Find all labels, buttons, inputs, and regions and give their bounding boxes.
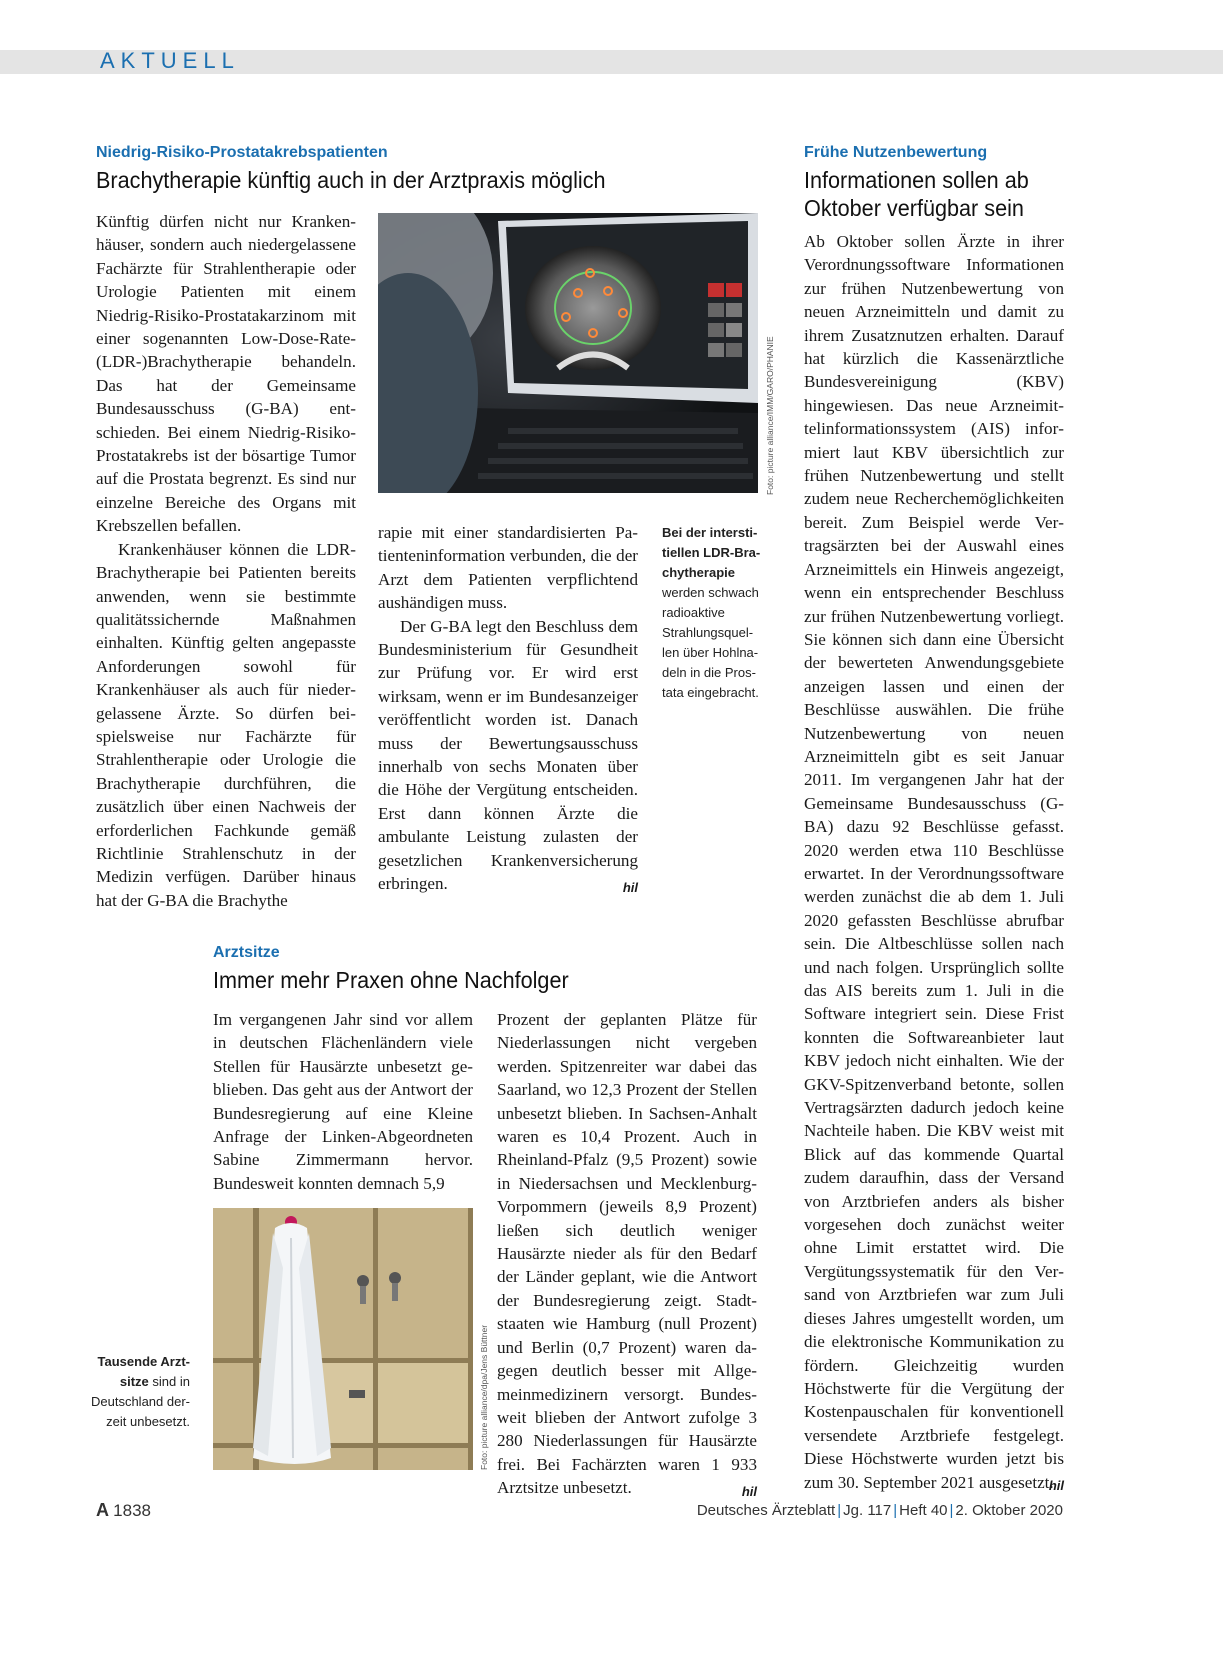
article1-paragraph-4: Der G-BA legt den Beschluss dem Bundesministerium für Gesundheit zur Prüfung vor. Er wird erst wirksam, wenn er im Bundesanzeiger veröffentlicht worden ist. Danach muss der Bewertungsausschuss innerhalb von sechs Monaten über die Höhe der Vergütung entscheiden. Erst dann können Ärzte die ambulante Leistung zulasten der gesetzlichen Krankenversicherung erbringen.	[378, 616, 638, 894]
page-number-value: 1838	[113, 1501, 151, 1520]
article3-photo-credit: Foto: picture alliance/dpa/Jens Büttner	[479, 1324, 489, 1470]
lab-coat-image	[213, 1208, 473, 1470]
article1-column-1	[96, 210, 356, 912]
article1-caption	[662, 523, 762, 703]
brachytherapy-photo	[378, 213, 758, 493]
article3-paragraph-1: Im vergangenen Jahr sind vor allem in deutschen Flächenländern viele Stellen für Hausärzte unbesetzt geblieben. Das geht aus der Antwort der Bundesregierung auf eine Kleine Anfrage der Linken-Abgeordneten Sabine Zimmermann hervor. Bundesweit konnten demnach 5,9	[213, 1010, 473, 1193]
article3-column-2	[497, 1008, 757, 1503]
article2-body: Ab Oktober sollen Ärzte in ihrer Verordnungssoftware Informationen zur frühen Nutzenbewertung von neuen Arzneimitteln und damit zu ihrem Zusatznutzen erhalten. Darauf hat kürzlich die Kassenärztliche Bundesvereinigung (KBV) hingewiesen. Das neue Arzneimittelinformationssystem (AIS) informiert laut KBV übersichtlich zur frühen Nutzenbewertung und stellt zudem neue Recherchemöglichkeiten bereit. Zum Beispiel werde Vertragsärzten bei der Auswahl eines Arzneimittels ein Hinweis angezeigt, wenn ein entsprechender Beschluss zur frühen Nutzenbewertung vorliegt. Sie können sich dann eine Übersicht der bewerteten Anwendungsgebiete anzeigen lassen und einen der Beschlüsse auswählen. Die frühe Nutzenbewertung von neuen Arzneimitteln gibt es seit Januar 2011. Im vergangenen Jahr hat der Gemeinsame Bundesausschuss (G-BA) dazu 92 Beschlüsse gefasst. 2020 werden etwa 110 Beschlüsse erwartet. In der Verordnungssoftware werden zunächst die ab dem 1. Juli 2020 gefassten Beschlüsse abrufbar sein. Die Altbeschlüsse sollen nach und nach folgen. Ursprünglich sollte das AIS bereits zum 1. Juli in die Software integriert sein. Diese Frist konnten die Softwareanbieter laut KBV jedoch nicht einhalten. Wie der GKV-Spitzenverband betonte, sollen Vertragsärzten dadurch jedoch keine Nachteile haben. Die KBV weist mit Blick auf das kommende Quartal zudem daraufhin, dass der Versand von Arztbriefen anders als bisher vorgesehen doch zunächst weiter ohne Limit erstattet wird. Die Vergütungssystematik für den Versand von Arztbriefen war zum Juli dieses Jahres umgestellt worden, um die elektronische Kommunikation zu fördern. Gleichzeitig wurden Höchstwerte für die Vergütung der Kostenpauschalen für konventionell versendete Arztbriefe festgelegt. Diese Höchstwerte wurden jetzt bis zum 30. September 2021 ausgesetzt.	[804, 232, 1064, 1492]
labcoat-photo	[213, 1208, 473, 1470]
journal-issue: Heft 40	[899, 1502, 948, 1519]
article1-paragraph-1: Künftig dürfen nicht nur Krankenhäuser, sondern auch niedergelassene Fachärzte für Strahlentherapie oder Urologie Patienten mit einem Niedrig-Risiko-Prostatakarzinom mit einer sogenannten Low-Dose-Rate-(LDR-)Brachytherapie behandeln. Das hat der Gemeinsame Bundesausschuss (G-BA) entschieden. Bei einem Niedrig-Risiko-Prostatakrebs ist der bösartige Tumor auf die Prostata begrenzt. Es sind nur einzelne Bereiche des Organs mit Krebszellen befallen.	[96, 212, 356, 536]
article1-photo-credit: Foto: picture alliance/IMM/GARO/PHANIE	[765, 336, 775, 495]
article2-headline-line2: Oktober verfügbar sein	[804, 195, 1024, 221]
article3-signature: hil	[741, 1483, 757, 1499]
footer-citation: Deutsches Ärzteblatt | Jg. 117 | Heft 40 | 2. Oktober 2020	[696, 1502, 1063, 1519]
article2-kicker: Frühe Nutzenbewertung	[804, 144, 988, 161]
article1-paragraph-3: rapie mit einer standardisierten Patienteninformation verbunden, die der Arzt dem Patienten verpflichtend aushändigen muss.	[378, 523, 638, 613]
article1-signature: hil	[622, 879, 638, 895]
section-label: AKTUELL	[100, 48, 240, 73]
article3-headline: Immer mehr Praxen ohne Nachfolger	[213, 967, 569, 993]
article1-kicker: Niedrig-Risiko-Prostatakrebspatienten	[96, 144, 388, 161]
article3-caption-bold: Tausende Arztsitze	[97, 1354, 190, 1389]
article2-headline-line1: Informationen sollen ab	[804, 167, 1029, 193]
article2-column	[804, 230, 1064, 1497]
page-number	[96, 1500, 151, 1521]
article1-headline: Brachytherapie künftig auch in der Arztpraxis möglich	[96, 167, 606, 193]
journal-name: Deutsches Ärzteblatt	[696, 1502, 836, 1519]
article3-kicker: Arztsitze	[213, 944, 280, 961]
laptop-ultrasound-image	[378, 213, 758, 493]
page-prefix: A	[96, 1500, 109, 1520]
article3-caption-text: sind in Deutschland derzeit unbesetzt.	[90, 1374, 190, 1429]
article1-caption-bold: Bei der interstitiellen LDR-Brachytherapie	[662, 525, 761, 580]
article3-caption	[90, 1352, 190, 1432]
article2-signature: hil	[1048, 1477, 1064, 1493]
article1-column-2	[378, 521, 638, 899]
journal-date: 2. Oktober 2020	[955, 1502, 1063, 1519]
article1-caption-text: werden schwach radioaktive Strahlungsquellen über Hohlnadeln in die Prostata eingebracht.	[662, 585, 759, 700]
article3-column-1	[213, 1008, 473, 1195]
journal-volume: Jg. 117	[843, 1502, 892, 1519]
article3-paragraph-2: Prozent der geplanten Plätze für Niederlassungen nicht vergeben werden. Spitzenreiter war dabei das Saarland, wo 12,3 Prozent der Stellen unbesetzt blieben. In Sachsen-Anhalt waren es 10,4 Prozent. Auch in Rheinland-Pfalz (9,5 Prozent) sowie in Niedersachsen und Mecklenburg-Vorpommern (jeweils 8,9 Prozent) ließen sich deutlich weniger Hausärzte nieder als für den Bedarf der Länder geplant, wie die Antwort der Bundesregierung zeigt. Stadtstaaten wie Hamburg (null Prozent) und Berlin (0,7 Prozent) waren dagegen deutlich besser mit Allgemeinmedizinern versorgt. Bundesweit blieben der Antwort zufolge 3 280 Niederlassungen für Hausärzte frei. Bei Fachärzten waren 1 933 Arztsitze unbesetzt.	[497, 1010, 757, 1498]
article1-paragraph-2: Krankenhäuser können die LDR-Brachytherapie bei Patienten bereits anwenden, wenn sie bestimmte qualitätssichernde Maßnahmen einhalten. Künftig gelten angepasste Anforderungen sowohl für Krankenhäuser als auch für niedergelassene Ärzte. So dürfen beispielsweise nur Fachärzte für Strahlentherapie oder Urologie die Brachytherapie durchführen, die zusätzlich über einen Nachweis der erforderlichen Fachkunde gemäß Richtlinie Strahlenschutz in der Medizin verfügen. Darüber hinaus hat der G-BA die Brachythe	[96, 539, 356, 910]
